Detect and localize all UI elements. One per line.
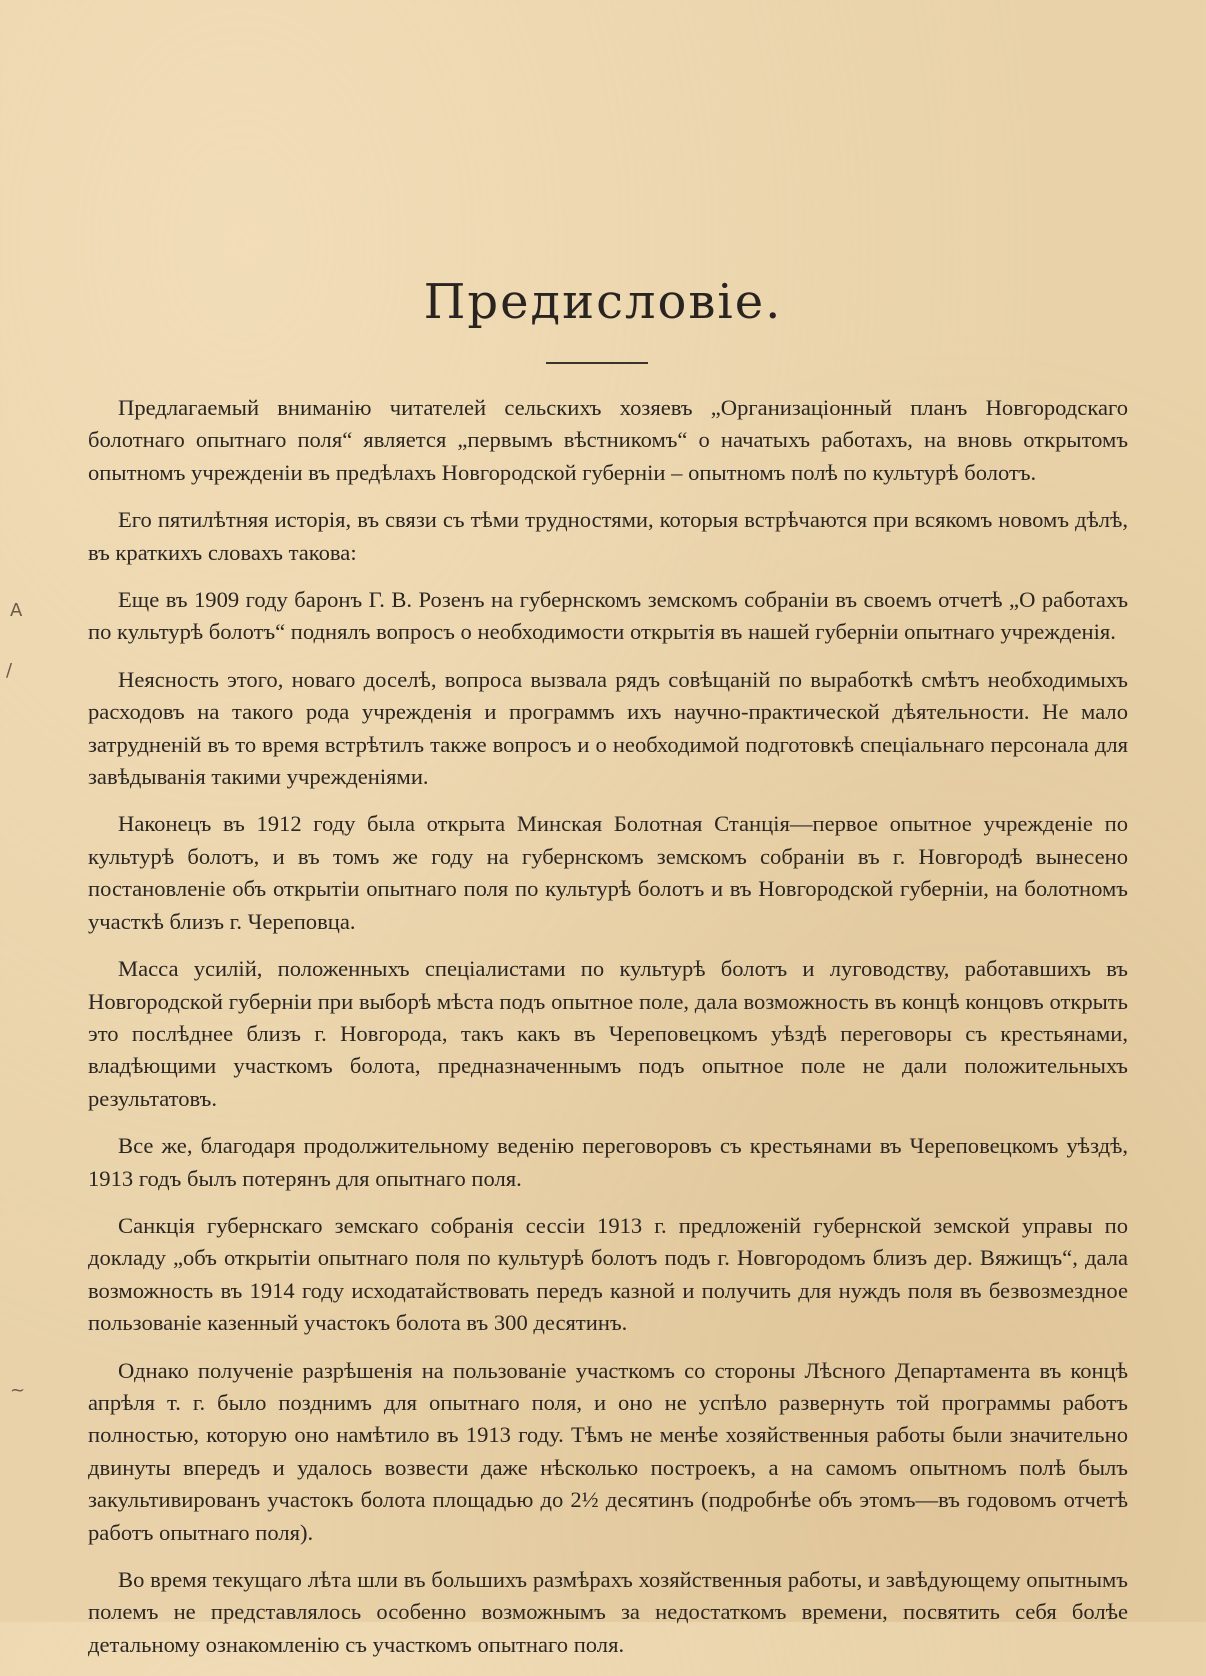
paragraph-2: Его пятилѣтняя исторія, въ связи съ тѣми трудностями, которыя встрѣчаются при всякомъ новомъ дѣлѣ, въ краткихъ словахъ такова: <box>88 507 1128 565</box>
margin-mark: ~ <box>10 1380 26 1401</box>
title-divider <box>546 362 648 364</box>
paragraph-9: Однако полученіе разрѣшенія на пользованіе участкомъ со стороны Лѣсного Департамента въ концѣ апрѣля т. г. было позднимъ для опытнаго поля, и оно не успѣло развернуть той программы работъ полностью, которую оно намѣтило въ 1913 году. Тѣмъ не менѣе хозяйственныя работы были значительно двинуты впередъ и удалось возвести даже нѣсколько построекъ, а на самомъ опытномъ полѣ былъ закультивированъ участокъ болота площадью до 2½ десятинъ (подробнѣе объ этомъ—въ годовомъ отчетѣ работъ опытнаго поля). <box>88 1357 1128 1545</box>
paragraph-8: Санкція губернскаго земскаго собранія сессіи 1913 г. предложеній губернской земской управы по докладу „объ открытіи опытнаго поля по культурѣ болотъ подъ г. Новгородомъ близъ дер. Вяжищъ“, дала возможность въ 1914 году исходатайствовать передъ казной и получить для нуждъ поля въ безвозмездное пользованіе казенный участокъ болота въ 300 десятинъ. <box>88 1212 1128 1336</box>
page-title: Предисловіе. <box>423 274 783 330</box>
paragraph-1: Предлагаемый вниманію читателей сельскихъ хозяевъ „Организаціонный планъ Новгородскаго болотнаго опытнаго поля“ является „первымъ вѣстникомъ“ о начатыхъ работахъ, на вновь открытомъ опытномъ учрежденіи въ предѣлахъ Новгородской губерніи – опытномъ полѣ по культурѣ болотъ. <box>88 395 1128 485</box>
paragraph-5: Наконецъ въ 1912 году была открыта Минская Болотная Станція—первое опытное учрежденіе по культурѣ болотъ, и въ томъ же году на губернскомъ земскомъ собраніи въ г. Новгородѣ вынесено постановленіе объ открытіи опытнаго поля по культурѣ болотъ и въ Новгородской губерніи, на болотномъ участкѣ близъ г. Череповца. <box>88 811 1128 934</box>
paragraph-3: Еще въ 1909 году баронъ Г. В. Розенъ на губернскомъ земскомъ собраніи въ своемъ отчетѣ „О работахъ по культурѣ болотъ“ поднялъ вопросъ о необходимости открытія въ нашей губерніи опытнаго учрежденія. <box>88 587 1128 645</box>
paragraph-6: Масса усилій, положенныхъ спеціалистами по культурѣ болотъ и луговодству, работавшихъ въ Новгородской губерніи при выборѣ мѣста подъ опытное поле, дала возможность въ концѣ концовъ открыть это послѣднее близъ г. Новгорода, такъ какъ въ Череповецкомъ уѣздѣ переговоры съ крестьянами, владѣющими участкомъ болота, предназначеннымъ подъ опытное поле не дали положительныхъ результатовъ. <box>88 956 1128 1111</box>
margin-mark: A <box>10 600 23 621</box>
paragraph-7: Все же, благодаря продолжительному веденію переговоровъ съ крестьянами въ Череповецкомъ уѣздѣ, 1913 годъ былъ потерянъ для опытнаго поля. <box>88 1133 1128 1191</box>
body-text <box>88 392 1128 1676</box>
margin-mark: / <box>6 660 13 681</box>
paragraph-10: Во время текущаго лѣта шли въ большихъ размѣрахъ хозяйственныя работы, и завѣдующему опытнымъ полемъ не представлялось особенно возможнымъ за недостаткомъ времени, посвятить себя болѣе детальному ознакомленію съ участкомъ опытнаго поля. <box>88 1567 1128 1657</box>
paragraph-4: Неясность этого, новаго доселѣ, вопроса вызвала рядъ совѣщаній по выработкѣ смѣтъ необходимыхъ расходовъ на такого рода учрежденія и программъ ихъ научно-практической дѣятельности. Не мало затрудненій въ то время встрѣтилъ также вопросъ и о необходимой подготовкѣ спеціальнаго персонала для завѣдыванія такими учрежденіями. <box>88 666 1128 790</box>
